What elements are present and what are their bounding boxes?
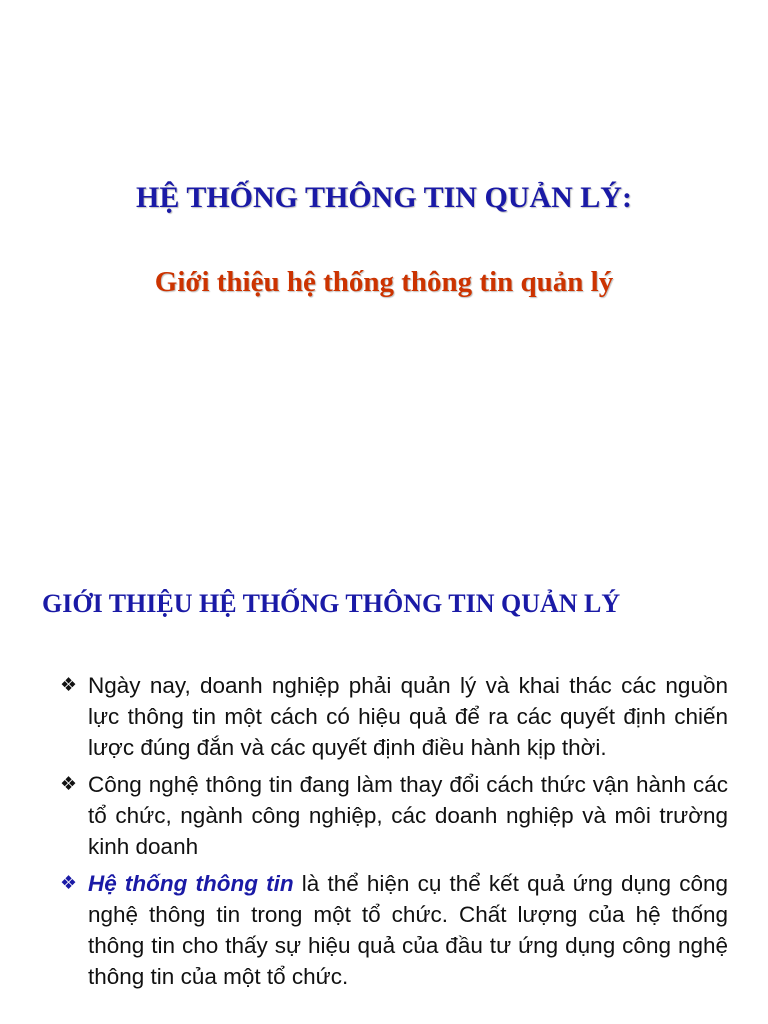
bullet-text: Công nghệ thông tin đang làm thay đổi cách thức vận hành các tổ chức, ngành công nghiệp, các doanh nghiệp và môi trường kinh doanh: [88, 772, 728, 859]
bullet-list: [60, 670, 728, 998]
list-item: [60, 670, 728, 763]
bullet-text: Ngày nay, doanh nghiệp phải quản lý và khai thác các nguồn lực thông tin một cách có hiệu quả để ra các quyết định chiến lược đúng đắn và các quyết định điều hành kịp thời.: [88, 673, 728, 760]
diamond-bullet-icon: ❖: [60, 873, 78, 894]
page-subtitle: Giới thiệu hệ thống thông tin quản lý: [154, 266, 614, 298]
list-item: [60, 769, 728, 862]
list-item: [60, 868, 728, 992]
diamond-bullet-icon: ❖: [60, 675, 78, 696]
bullet-text: là thể hiện cụ thể kết quả ứng dụng công nghệ thông tin trong một tổ chức. Chất lượng của hệ thống thông tin cho thấy sự hiệu quả của đầu tư ứng dụng công nghệ thông tin của một tổ chức.: [88, 871, 728, 989]
page-title: HỆ THỐNG THÔNG TIN QUẢN LÝ:: [136, 181, 632, 214]
slide-title-page: [0, 0, 768, 500]
bullet-emphasis: Hệ thống thông tin: [88, 871, 294, 896]
section-heading: GIỚI THIỆU HỆ THỐNG THÔNG TIN QUẢN LÝ: [42, 589, 621, 618]
diamond-bullet-icon: ❖: [60, 774, 78, 795]
